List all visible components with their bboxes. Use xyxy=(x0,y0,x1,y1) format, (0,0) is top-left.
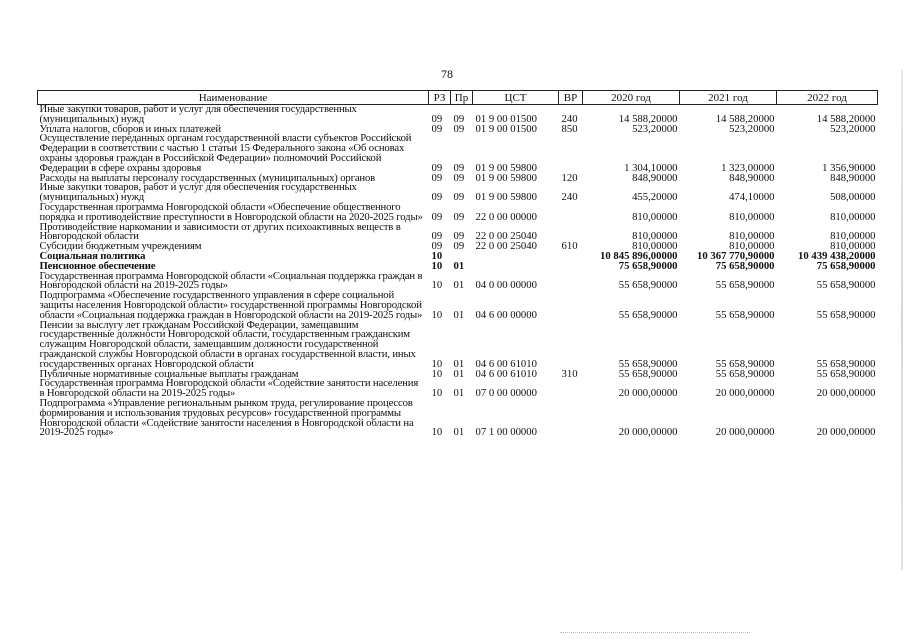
row-rz: 10 xyxy=(431,426,443,439)
scan-edge-artifact xyxy=(901,70,903,570)
row-amount-2021: 810,00000 xyxy=(729,230,775,243)
row-amount-2021: 10 367 770,90000 xyxy=(697,249,775,262)
row-amount-2020: 14 588,20000 xyxy=(618,112,678,125)
row-amount-2022: 55 658,90000 xyxy=(816,357,876,370)
row-amount-2022: 810,00000 xyxy=(830,230,876,243)
row-name: Пенсии за выслугу лет гражданам Российской Федерации, замещавшим государственные должности Новгородской области, государственным гражданским служащим Новгородской области, замещавшим должности государственной гражданской службы Новгородской области в органах государственной власти, иных государственных органах Новгородской области xyxy=(39,318,416,370)
row-amount-2022: 20 000,00000 xyxy=(816,387,876,400)
row-amount-2021: 810,00000 xyxy=(729,210,775,223)
header-name: Наименование xyxy=(38,91,429,105)
row-pr: 01 xyxy=(453,279,465,292)
row-vr xyxy=(559,252,583,262)
row-rz: 10 xyxy=(431,279,443,292)
row-name: Государственная программа Новгородской области «Содействие занятости населения в Новгородской области на 2019-2025 годы» xyxy=(39,377,419,400)
row-name: Противодействие наркомании и зависимости от других психоактивных веществ в Новгородской области xyxy=(39,220,401,243)
row-amount-2021: 523,20000 xyxy=(729,122,775,135)
row-rz: 09 xyxy=(431,171,443,184)
row-rz: 09 xyxy=(431,122,443,135)
row-vr: 610 xyxy=(561,240,578,253)
table-body xyxy=(38,105,878,439)
row-cst: 01 9 00 59800 xyxy=(475,171,537,184)
row-vr xyxy=(559,272,583,292)
row-rz: 10 xyxy=(431,308,443,321)
row-name: Иные закупки товаров, работ и услуг для обеспечения государственных (муниципальных) нужд xyxy=(39,181,357,204)
row-pr: 01 xyxy=(453,426,465,439)
scan-dots-artifact xyxy=(560,632,750,634)
row-amount-2022: 10 439 438,20000 xyxy=(798,249,876,262)
row-vr xyxy=(559,262,583,272)
row-amount-2022: 1 356,90000 xyxy=(822,161,876,174)
row-amount-2021: 55 658,90000 xyxy=(715,367,775,380)
row-cst: 01 9 00 01500 xyxy=(475,112,537,125)
row-name: Подпрограмма «Обеспечение государственного управления в сфере социальной защиты населения Новгородской области» государственной программы Новгородской области «Социальная поддержка граждан в Новгородской области на 2019-2025 годы» xyxy=(39,289,423,321)
row-pr: 01 xyxy=(453,308,465,321)
row-amount-2022: 55 658,90000 xyxy=(816,308,876,321)
row-rz: 10 xyxy=(431,367,443,380)
row-amount-2021: 55 658,90000 xyxy=(715,308,775,321)
row-amount-2022: 508,00000 xyxy=(830,191,876,204)
row-rz: 09 xyxy=(431,161,443,174)
row-rz: 09 xyxy=(431,210,443,223)
page-number: 78 xyxy=(441,67,453,81)
row-name: Государственная программа Новгородской области «Социальная поддержка граждан в Новгородской области на 2019-2025 годы» xyxy=(39,269,423,292)
table-row xyxy=(38,321,878,370)
row-amount-2021: 20 000,00000 xyxy=(715,426,775,439)
row-name: Пенсионное обеспечение xyxy=(39,259,156,272)
row-pr: 09 xyxy=(453,230,465,243)
row-name: Субсидии бюджетным учреждениям xyxy=(39,240,202,253)
row-cst: 01 9 00 01500 xyxy=(475,122,537,135)
row-rz: 10 xyxy=(431,259,443,272)
row-vr xyxy=(559,379,583,399)
row-cst: 22 0 00 25040 xyxy=(475,240,537,253)
row-rz: 09 xyxy=(431,112,443,125)
row-pr: 01 xyxy=(453,259,465,272)
header-2021: 2021 год xyxy=(680,91,777,105)
row-pr: 09 xyxy=(453,210,465,223)
table-row xyxy=(38,134,878,173)
row-amount-2020: 20 000,00000 xyxy=(618,426,678,439)
budget-table xyxy=(37,90,878,438)
row-cst: 22 0 00 00000 xyxy=(475,210,537,223)
row-pr: 01 xyxy=(453,367,465,380)
row-amount-2020: 55 658,90000 xyxy=(618,308,678,321)
row-vr xyxy=(559,203,583,223)
row-name: Осуществление переданных органам государственной власти субъектов Российской Федерации в соответствии с частью 1 статьи 15 Федерального закона «Об основах охраны здоровья граждан в Российской Федерации» полномочий Российской Федерации в сфере охраны здоровья xyxy=(39,132,412,174)
row-vr: 850 xyxy=(561,122,578,135)
row-amount-2020: 848,90000 xyxy=(632,171,678,184)
row-amount-2022: 20 000,00000 xyxy=(816,426,876,439)
header-2020: 2020 год xyxy=(583,91,680,105)
row-rz: 10 xyxy=(431,357,443,370)
row-pr: 09 xyxy=(453,161,465,174)
row-cst: 22 0 00 25040 xyxy=(475,230,537,243)
row-amount-2022: 848,90000 xyxy=(830,171,876,184)
row-vr xyxy=(559,399,583,438)
row-amount-2020: 55 658,90000 xyxy=(618,367,678,380)
row-cst: 04 6 00 61010 xyxy=(475,367,537,380)
row-vr xyxy=(559,134,583,173)
row-cst: 01 9 00 59800 xyxy=(475,191,537,204)
row-amount-2022: 55 658,90000 xyxy=(816,279,876,292)
row-vr: 310 xyxy=(561,367,578,380)
row-amount-2022: 810,00000 xyxy=(830,210,876,223)
header-pr: Пр xyxy=(451,91,473,105)
row-pr: 01 xyxy=(453,357,465,370)
row-name: Уплата налогов, сборов и иных платежей xyxy=(39,122,221,135)
row-cst: 01 9 00 59800 xyxy=(475,161,537,174)
row-amount-2020: 75 658,90000 xyxy=(618,259,678,272)
row-amount-2021: 848,90000 xyxy=(729,171,775,184)
row-amount-2021: 55 658,90000 xyxy=(715,357,775,370)
row-name: Социальная политика xyxy=(39,249,146,262)
row-amount-2020: 10 845 896,00000 xyxy=(600,249,678,262)
row-rz: 09 xyxy=(431,191,443,204)
row-vr xyxy=(559,291,583,320)
header-rz: РЗ xyxy=(429,91,451,105)
row-pr: 09 xyxy=(453,171,465,184)
row-amount-2020: 810,00000 xyxy=(632,230,678,243)
row-amount-2020: 810,00000 xyxy=(632,240,678,253)
row-pr: 09 xyxy=(453,240,465,253)
row-name: Иные закупки товаров, работ и услуг для обеспечения государственных (муниципальных) нужд xyxy=(39,103,357,125)
row-amount-2021: 810,00000 xyxy=(729,240,775,253)
row-vr xyxy=(559,321,583,370)
row-vr: 120 xyxy=(561,171,578,184)
table-row xyxy=(38,105,878,125)
row-amount-2020: 810,00000 xyxy=(632,210,678,223)
row-name: Расходы на выплаты персоналу государственных (муниципальных) органов xyxy=(39,171,376,184)
table-row xyxy=(38,203,878,223)
table-row xyxy=(38,399,878,438)
row-vr: 240 xyxy=(561,112,578,125)
header-vr: ВР xyxy=(559,91,583,105)
row-amount-2022: 75 658,90000 xyxy=(816,259,876,272)
row-name: Публичные нормативные социальные выплаты гражданам xyxy=(39,367,299,380)
row-amount-2022: 810,00000 xyxy=(830,240,876,253)
header-2022: 2022 год xyxy=(777,91,878,105)
row-amount-2021: 55 658,90000 xyxy=(715,279,775,292)
row-rz: 09 xyxy=(431,230,443,243)
row-amount-2021: 14 588,20000 xyxy=(715,112,775,125)
row-pr: 09 xyxy=(453,122,465,135)
row-cst: 04 6 00 00000 xyxy=(475,308,537,321)
row-pr: 09 xyxy=(453,112,465,125)
row-amount-2020: 455,20000 xyxy=(632,191,678,204)
row-vr: 240 xyxy=(561,191,578,204)
row-amount-2020: 20 000,00000 xyxy=(618,387,678,400)
header-cst: ЦСТ xyxy=(473,91,559,105)
row-name: Государственная программа Новгородской области «Обеспечение общественного порядка и противодействие преступности в Новгородской области на 2020-2025 годы» xyxy=(39,200,423,223)
row-pr: 09 xyxy=(453,191,465,204)
table-row xyxy=(38,379,878,399)
row-amount-2022: 55 658,90000 xyxy=(816,367,876,380)
row-rz: 10 xyxy=(431,249,443,262)
row-rz: 10 xyxy=(431,387,443,400)
row-amount-2021: 1 323,00000 xyxy=(721,161,775,174)
row-amount-2020: 55 658,90000 xyxy=(618,357,678,370)
row-amount-2021: 474,10000 xyxy=(729,191,775,204)
row-cst: 07 0 00 00000 xyxy=(475,387,537,400)
row-cst: 07 1 00 00000 xyxy=(475,426,537,439)
table-row xyxy=(38,291,878,320)
row-amount-2021: 20 000,00000 xyxy=(715,387,775,400)
row-name: Подпрограмма «Управление региональным рынком труда, регулирование процессов формирования и использования трудовых ресурсов» государственной программы Новгородской области «Содействие занятости населения в Новгородской области на 2019-2025 годы» xyxy=(39,396,414,439)
row-rz: 09 xyxy=(431,240,443,253)
row-cst xyxy=(473,262,559,272)
row-amount-2022: 14 588,20000 xyxy=(816,112,876,125)
row-pr: 01 xyxy=(453,387,465,400)
row-cst xyxy=(473,252,559,262)
row-amount-2021: 75 658,90000 xyxy=(715,259,775,272)
row-amount-2022: 523,20000 xyxy=(830,122,876,135)
row-amount-2020: 1 304,10000 xyxy=(624,161,678,174)
row-cst: 04 0 00 00000 xyxy=(475,279,537,292)
row-amount-2020: 523,20000 xyxy=(632,122,678,135)
row-amount-2020: 55 658,90000 xyxy=(618,279,678,292)
row-cst: 04 6 00 61010 xyxy=(475,357,537,370)
